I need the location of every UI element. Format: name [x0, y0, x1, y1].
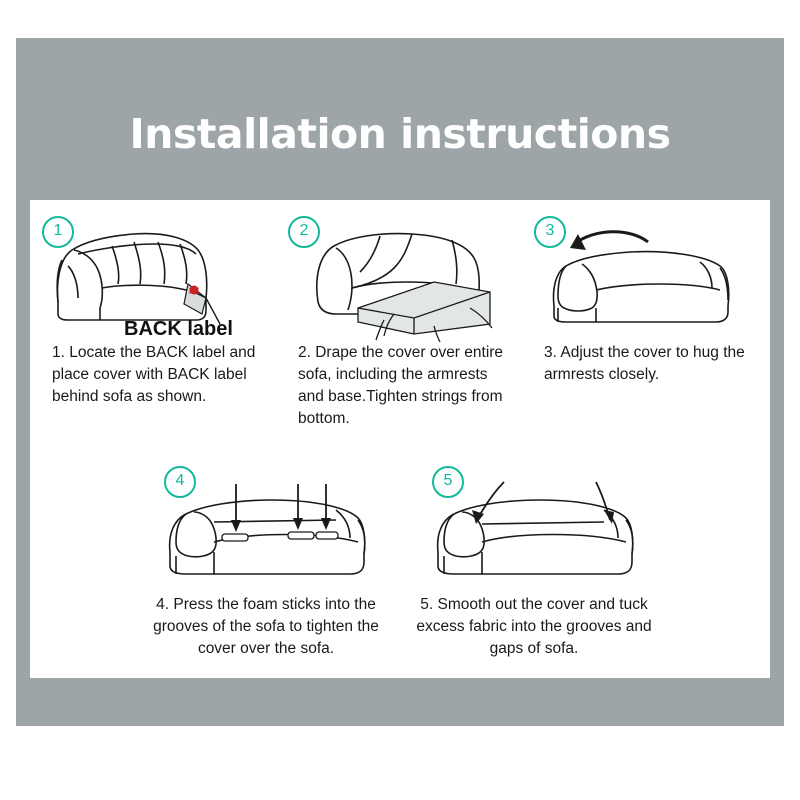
step-1-illustration [38, 210, 268, 342]
step-3 [522, 210, 768, 430]
step-1-caption: 1. Locate the BACK label and place cover with BACK label behind sofa as shown. [52, 344, 256, 405]
step-5 [400, 462, 668, 660]
step-2-badge: 2 [288, 216, 320, 248]
step-3-badge: 3 [534, 216, 566, 248]
step-4-caption: 4. Press the foam sticks into the grooves of the sofa to tighten the cover over the sofa. [153, 596, 379, 657]
step-4-illustration [140, 462, 392, 594]
step-2 [276, 210, 522, 430]
step-3-caption: 3. Adjust the cover to hug the armrests closely. [544, 344, 745, 383]
step-2-caption: 2. Drape the cover over entire sofa, including the armrests and base.Tighten strings from bottom. [298, 344, 504, 427]
step-4 [132, 462, 400, 660]
step-5-illustration [408, 462, 660, 594]
instructions-card [30, 200, 770, 678]
step-4-badge: 4 [164, 466, 196, 498]
step-3-illustration [530, 210, 760, 342]
step-2-illustration [284, 210, 514, 342]
step-5-badge: 5 [432, 466, 464, 498]
back-label-annotation: BACK label [124, 318, 233, 340]
step-5-caption: 5. Smooth out the cover and tuck excess fabric into the grooves and gaps of sofa. [416, 596, 652, 657]
page-title: Installation instructions [129, 110, 671, 158]
step-1-badge: 1 [42, 216, 74, 248]
step-1 [30, 210, 276, 430]
steps-row-top [30, 210, 770, 430]
steps-row-bottom [30, 462, 770, 660]
